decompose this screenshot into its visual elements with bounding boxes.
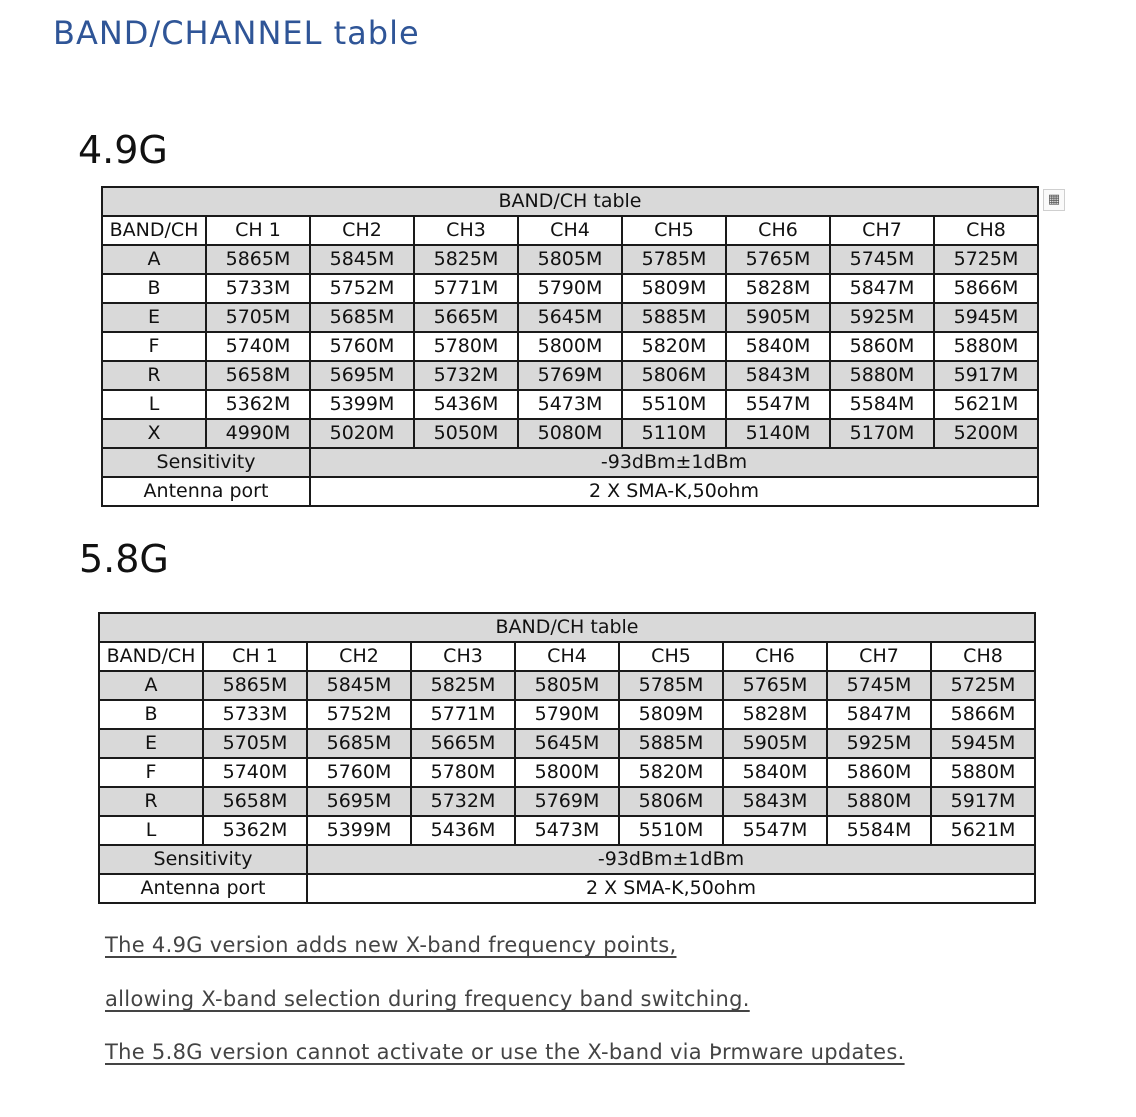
- frequency-cell: 5362M: [203, 816, 307, 845]
- note-line: The 4.9G version adds new X-band frequency points,: [105, 933, 677, 957]
- frequency-cell: 5820M: [622, 332, 726, 361]
- frequency-cell: 5769M: [515, 787, 619, 816]
- frequency-cell: 5362M: [206, 390, 310, 419]
- band-cell: A: [102, 245, 206, 274]
- frequency-cell: 5740M: [206, 332, 310, 361]
- frequency-cell: 5740M: [203, 758, 307, 787]
- frequency-cell: 5725M: [934, 245, 1038, 274]
- frequency-cell: 5925M: [830, 303, 934, 332]
- frequency-cell: 5880M: [931, 758, 1035, 787]
- frequency-cell: 5760M: [310, 332, 414, 361]
- antenna-port-label: Antenna port: [102, 477, 310, 506]
- table-row: [102, 361, 1038, 390]
- frequency-cell: 5645M: [518, 303, 622, 332]
- section-heading-5-8g: 5.8G: [79, 537, 169, 581]
- frequency-cell: 5733M: [203, 700, 307, 729]
- frequency-cell: 5860M: [827, 758, 931, 787]
- table-header-row: [99, 642, 1035, 671]
- frequency-cell: 5785M: [622, 245, 726, 274]
- table-row: [99, 729, 1035, 758]
- note-line: The 5.8G version cannot activate or use the X-band via Þrmware updates.: [105, 1040, 905, 1064]
- frequency-cell: 5695M: [307, 787, 411, 816]
- column-header: CH3: [414, 216, 518, 245]
- frequency-cell: 5584M: [830, 390, 934, 419]
- frequency-cell: 5745M: [830, 245, 934, 274]
- frequency-cell: 5436M: [414, 390, 518, 419]
- table-select-icon[interactable]: ▦: [1043, 189, 1065, 211]
- frequency-cell: 5621M: [934, 390, 1038, 419]
- frequency-cell: 5847M: [830, 274, 934, 303]
- frequency-cell: 5725M: [931, 671, 1035, 700]
- frequency-cell: 5020M: [310, 419, 414, 448]
- frequency-cell: 5705M: [203, 729, 307, 758]
- antenna-row: [99, 874, 1035, 903]
- frequency-cell: 5825M: [414, 245, 518, 274]
- column-header: BAND/CH: [102, 216, 206, 245]
- column-header: CH2: [310, 216, 414, 245]
- column-header: CH6: [726, 216, 830, 245]
- frequency-cell: 5790M: [515, 700, 619, 729]
- column-header: CH5: [622, 216, 726, 245]
- page-title: BAND/CHANNEL table: [53, 14, 420, 52]
- frequency-cell: 5780M: [411, 758, 515, 787]
- frequency-cell: 5765M: [726, 245, 830, 274]
- frequency-cell: 5865M: [206, 245, 310, 274]
- column-header: CH 1: [206, 216, 310, 245]
- frequency-cell: 5695M: [310, 361, 414, 390]
- column-header: CH5: [619, 642, 723, 671]
- frequency-cell: 5771M: [414, 274, 518, 303]
- frequency-cell: 5880M: [934, 332, 1038, 361]
- frequency-cell: 5785M: [619, 671, 723, 700]
- column-header: BAND/CH: [99, 642, 203, 671]
- table-title-row: [99, 613, 1035, 642]
- frequency-cell: 5665M: [414, 303, 518, 332]
- frequency-cell: 5080M: [518, 419, 622, 448]
- sensitivity-label: Sensitivity: [102, 448, 310, 477]
- frequency-cell: 5945M: [934, 303, 1038, 332]
- column-header: CH4: [518, 216, 622, 245]
- band-cell: F: [102, 332, 206, 361]
- frequency-cell: 5658M: [206, 361, 310, 390]
- frequency-cell: 5828M: [723, 700, 827, 729]
- frequency-cell: 5200M: [934, 419, 1038, 448]
- band-cell: E: [102, 303, 206, 332]
- table-row: [99, 758, 1035, 787]
- table-row: [102, 332, 1038, 361]
- frequency-cell: 5685M: [307, 729, 411, 758]
- column-header: CH4: [515, 642, 619, 671]
- table-title: BAND/CH table: [102, 187, 1038, 216]
- frequency-cell: 5825M: [411, 671, 515, 700]
- band-channel-table-5-8g: [98, 612, 1036, 904]
- frequency-cell: 5732M: [414, 361, 518, 390]
- band-cell: L: [99, 816, 203, 845]
- sensitivity-row: [99, 845, 1035, 874]
- frequency-cell: 5584M: [827, 816, 931, 845]
- frequency-cell: 5752M: [307, 700, 411, 729]
- frequency-cell: 5840M: [726, 332, 830, 361]
- band-channel-table-4-9g: [101, 186, 1039, 507]
- frequency-cell: 5860M: [830, 332, 934, 361]
- antenna-port-label: Antenna port: [99, 874, 307, 903]
- frequency-cell: 5436M: [411, 816, 515, 845]
- table-row: [102, 390, 1038, 419]
- frequency-cell: 5510M: [622, 390, 726, 419]
- frequency-cell: 5917M: [934, 361, 1038, 390]
- frequency-cell: 5685M: [310, 303, 414, 332]
- frequency-cell: 5665M: [411, 729, 515, 758]
- column-header: CH7: [827, 642, 931, 671]
- table-header-row: [102, 216, 1038, 245]
- frequency-cell: 5843M: [726, 361, 830, 390]
- frequency-cell: 5547M: [723, 816, 827, 845]
- frequency-cell: 5473M: [518, 390, 622, 419]
- antenna-row: [102, 477, 1038, 506]
- frequency-cell: 5847M: [827, 700, 931, 729]
- table-row: [99, 816, 1035, 845]
- frequency-cell: 5840M: [723, 758, 827, 787]
- frequency-cell: 5752M: [310, 274, 414, 303]
- column-header: CH7: [830, 216, 934, 245]
- table-row: [99, 671, 1035, 700]
- frequency-cell: 5885M: [622, 303, 726, 332]
- table-row: [102, 274, 1038, 303]
- frequency-cell: 5866M: [934, 274, 1038, 303]
- frequency-cell: 5547M: [726, 390, 830, 419]
- frequency-cell: 5510M: [619, 816, 723, 845]
- table-row: [99, 700, 1035, 729]
- frequency-cell: 5820M: [619, 758, 723, 787]
- band-cell: R: [102, 361, 206, 390]
- column-header: CH2: [307, 642, 411, 671]
- frequency-cell: 5809M: [619, 700, 723, 729]
- table-title: BAND/CH table: [99, 613, 1035, 642]
- frequency-cell: 5905M: [723, 729, 827, 758]
- frequency-cell: 5733M: [206, 274, 310, 303]
- frequency-cell: 5880M: [827, 787, 931, 816]
- frequency-cell: 5925M: [827, 729, 931, 758]
- frequency-cell: 5170M: [830, 419, 934, 448]
- band-cell: A: [99, 671, 203, 700]
- band-cell: F: [99, 758, 203, 787]
- frequency-cell: 5845M: [307, 671, 411, 700]
- sensitivity-row: [102, 448, 1038, 477]
- band-cell: B: [99, 700, 203, 729]
- frequency-cell: 5800M: [515, 758, 619, 787]
- frequency-cell: 5399M: [310, 390, 414, 419]
- frequency-cell: 5050M: [414, 419, 518, 448]
- band-cell: B: [102, 274, 206, 303]
- frequency-cell: 5473M: [515, 816, 619, 845]
- frequency-cell: 5806M: [619, 787, 723, 816]
- frequency-cell: 5769M: [518, 361, 622, 390]
- band-cell: L: [102, 390, 206, 419]
- frequency-cell: 5880M: [830, 361, 934, 390]
- note-line: allowing X-band selection during frequency band switching.: [105, 987, 750, 1011]
- antenna-port-value: 2 X SMA-K,50ohm: [307, 874, 1035, 903]
- frequency-cell: 5905M: [726, 303, 830, 332]
- frequency-cell: 5809M: [622, 274, 726, 303]
- frequency-cell: 5732M: [411, 787, 515, 816]
- frequency-cell: 5760M: [307, 758, 411, 787]
- frequency-cell: 5658M: [203, 787, 307, 816]
- frequency-cell: 5790M: [518, 274, 622, 303]
- band-cell: E: [99, 729, 203, 758]
- table-row: [99, 787, 1035, 816]
- frequency-cell: 5645M: [515, 729, 619, 758]
- table-row: [102, 419, 1038, 448]
- sensitivity-label: Sensitivity: [99, 845, 307, 874]
- frequency-cell: 5885M: [619, 729, 723, 758]
- frequency-cell: 5771M: [411, 700, 515, 729]
- frequency-cell: 5805M: [515, 671, 619, 700]
- frequency-cell: 5828M: [726, 274, 830, 303]
- table-row: [102, 245, 1038, 274]
- column-header: CH6: [723, 642, 827, 671]
- frequency-cell: 5765M: [723, 671, 827, 700]
- column-header: CH8: [934, 216, 1038, 245]
- frequency-cell: 5805M: [518, 245, 622, 274]
- column-header: CH3: [411, 642, 515, 671]
- frequency-cell: 5866M: [931, 700, 1035, 729]
- frequency-cell: 5917M: [931, 787, 1035, 816]
- band-cell: R: [99, 787, 203, 816]
- frequency-cell: 5399M: [307, 816, 411, 845]
- frequency-cell: 5110M: [622, 419, 726, 448]
- frequency-cell: 5945M: [931, 729, 1035, 758]
- frequency-cell: 5843M: [723, 787, 827, 816]
- antenna-port-value: 2 X SMA-K,50ohm: [310, 477, 1038, 506]
- table-title-row: [102, 187, 1038, 216]
- frequency-cell: 4990M: [206, 419, 310, 448]
- frequency-cell: 5806M: [622, 361, 726, 390]
- sensitivity-value: -93dBm±1dBm: [310, 448, 1038, 477]
- column-header: CH8: [931, 642, 1035, 671]
- frequency-cell: 5621M: [931, 816, 1035, 845]
- section-heading-4-9g: 4.9G: [78, 128, 168, 172]
- frequency-cell: 5865M: [203, 671, 307, 700]
- frequency-cell: 5780M: [414, 332, 518, 361]
- frequency-cell: 5705M: [206, 303, 310, 332]
- frequency-cell: 5745M: [827, 671, 931, 700]
- table-row: [102, 303, 1038, 332]
- frequency-cell: 5140M: [726, 419, 830, 448]
- band-cell: X: [102, 419, 206, 448]
- frequency-cell: 5800M: [518, 332, 622, 361]
- column-header: CH 1: [203, 642, 307, 671]
- frequency-cell: 5845M: [310, 245, 414, 274]
- sensitivity-value: -93dBm±1dBm: [307, 845, 1035, 874]
